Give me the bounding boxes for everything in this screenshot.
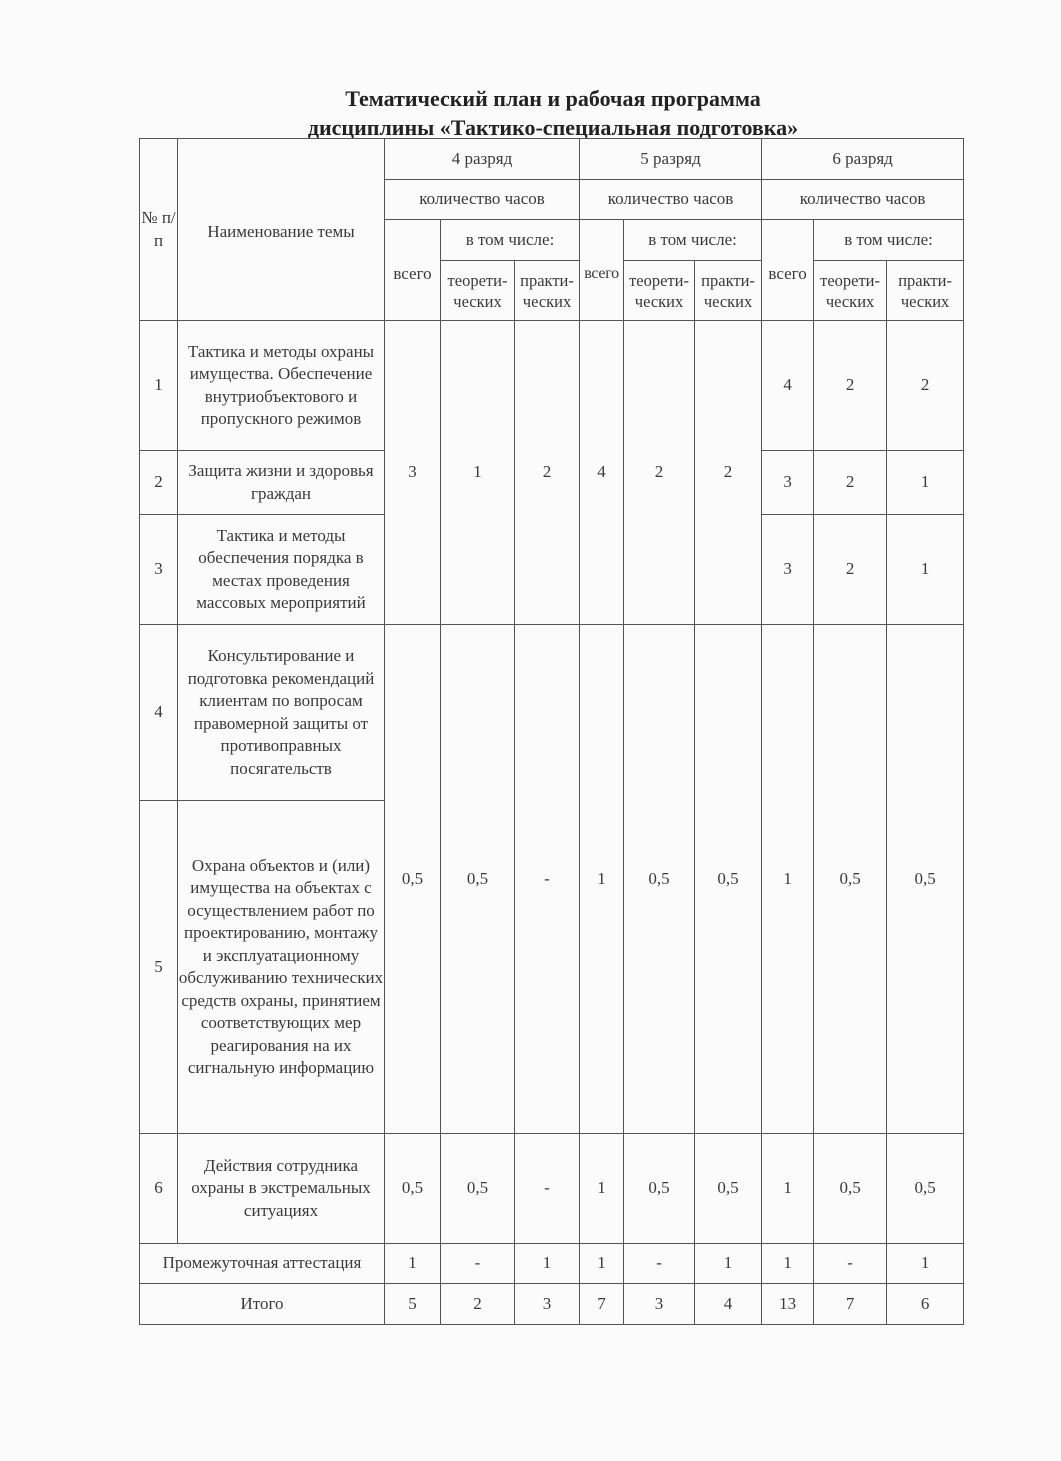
totals-label: Итого [140,1284,385,1325]
table-row [140,625,964,801]
cell-g5-practice: 0,5 [695,625,762,1134]
cell-total: 2 [441,1284,515,1325]
cell-interim: - [441,1244,515,1284]
header-including-6: в том числе: [814,220,964,261]
cell-g5-total: 1 [580,625,624,1134]
topic-num: 1 [140,321,178,451]
cell-interim: 1 [762,1244,814,1284]
cell-g5-theory: 2 [624,321,695,625]
table-row [140,1134,964,1244]
cell-g6-practice: 0,5 [887,625,964,1134]
header-hours-6: количество часов [762,180,964,220]
thematic-plan-table [139,138,964,1325]
cell-interim: 1 [515,1244,580,1284]
cell-g6-practice: 0,5 [887,1134,964,1244]
topic-name: Охрана объектов и (или) имущества на объектах с осуществлением работ по проектированию, монтажу и эксплуатационному обслуживанию технических средств охраны, принятием соответствующих мер реагирования на их сигнальную информацию [178,801,385,1134]
cell-g6-theory: 0,5 [814,1134,887,1244]
cell-g4-theory: 0,5 [441,1134,515,1244]
cell-g4-theory: 0,5 [441,625,515,1134]
interim-label: Промежуточная аттестация [140,1244,385,1284]
cell-g6-theory: 0,5 [814,625,887,1134]
topic-name: Действия сотрудника охраны в экстремальных ситуациях [178,1134,385,1244]
title-line-1: Тематический план и рабочая программа [345,86,761,111]
header-grade-5: 5 разряд [580,139,762,180]
document-title [0,84,1061,142]
header-hours-5: количество часов [580,180,762,220]
topic-num: 5 [140,801,178,1134]
cell-g4-total: 0,5 [385,625,441,1134]
header-practice-6: практи-ческих [887,261,964,321]
header-practice-5: практи-ческих [695,261,762,321]
cell-g6-practice: 1 [887,515,964,625]
cell-total: 13 [762,1284,814,1325]
header-theory-5: теорети-ческих [624,261,695,321]
cell-interim: - [624,1244,695,1284]
cell-g4-practice: - [515,625,580,1134]
topic-name: Тактика и методы обеспечения порядка в местах проведения массовых мероприятий [178,515,385,625]
header-theory-4: теорети-ческих [441,261,515,321]
cell-g6-theory: 2 [814,515,887,625]
topic-num: 3 [140,515,178,625]
cell-g4-practice: - [515,1134,580,1244]
header-including-5: в том числе: [624,220,762,261]
cell-g5-total: 1 [580,1134,624,1244]
cell-g6-practice: 1 [887,451,964,515]
cell-total: 6 [887,1284,964,1325]
topic-num: 6 [140,1134,178,1244]
cell-g5-total: 4 [580,321,624,625]
header-topic-name: Наименование темы [178,139,385,321]
cell-g6-total: 3 [762,451,814,515]
cell-g4-practice: 2 [515,321,580,625]
header-grade-4: 4 разряд [385,139,580,180]
cell-g6-total: 3 [762,515,814,625]
header-num: № п/п [140,139,178,321]
cell-g4-theory: 1 [441,321,515,625]
header-total-4: всего [385,220,441,321]
cell-g6-total: 4 [762,321,814,451]
cell-total: 4 [695,1284,762,1325]
cell-g6-theory: 2 [814,451,887,515]
cell-g5-practice: 0,5 [695,1134,762,1244]
cell-total: 5 [385,1284,441,1325]
topic-num: 4 [140,625,178,801]
cell-g6-total: 1 [762,1134,814,1244]
cell-total: 7 [580,1284,624,1325]
topic-num: 2 [140,451,178,515]
cell-interim: 1 [887,1244,964,1284]
topic-name: Защита жизни и здоровья граждан [178,451,385,515]
cell-total: 3 [515,1284,580,1325]
cell-total: 7 [814,1284,887,1325]
header-total-5: всего [580,220,624,321]
cell-g4-total: 3 [385,321,441,625]
cell-g6-theory: 2 [814,321,887,451]
cell-interim: 1 [385,1244,441,1284]
header-theory-6: теорети-ческих [814,261,887,321]
header-including-4: в том числе: [441,220,580,261]
cell-g4-total: 0,5 [385,1134,441,1244]
totals-row [140,1284,964,1325]
cell-g5-theory: 0,5 [624,625,695,1134]
cell-g6-practice: 2 [887,321,964,451]
cell-interim: 1 [580,1244,624,1284]
cell-g6-total: 1 [762,625,814,1134]
header-hours-4: количество часов [385,180,580,220]
title-line-2: дисциплины «Тактико-специальная подготовка» [307,115,799,140]
topic-name: Консультирование и подготовка рекомендаций клиентам по вопросам правомерной защиты от противоправных посягательств [178,625,385,801]
header-grade-6: 6 разряд [762,139,964,180]
header-practice-4: практи-ческих [515,261,580,321]
cell-total: 3 [624,1284,695,1325]
cell-interim: 1 [695,1244,762,1284]
cell-g5-theory: 0,5 [624,1134,695,1244]
interim-row [140,1244,964,1284]
topic-name: Тактика и методы охраны имущества. Обеспечение внутриобъектового и пропускного режимов [178,321,385,451]
cell-interim: - [814,1244,887,1284]
header-total-6: всего [762,220,814,321]
table-row [140,321,964,451]
cell-g5-practice: 2 [695,321,762,625]
